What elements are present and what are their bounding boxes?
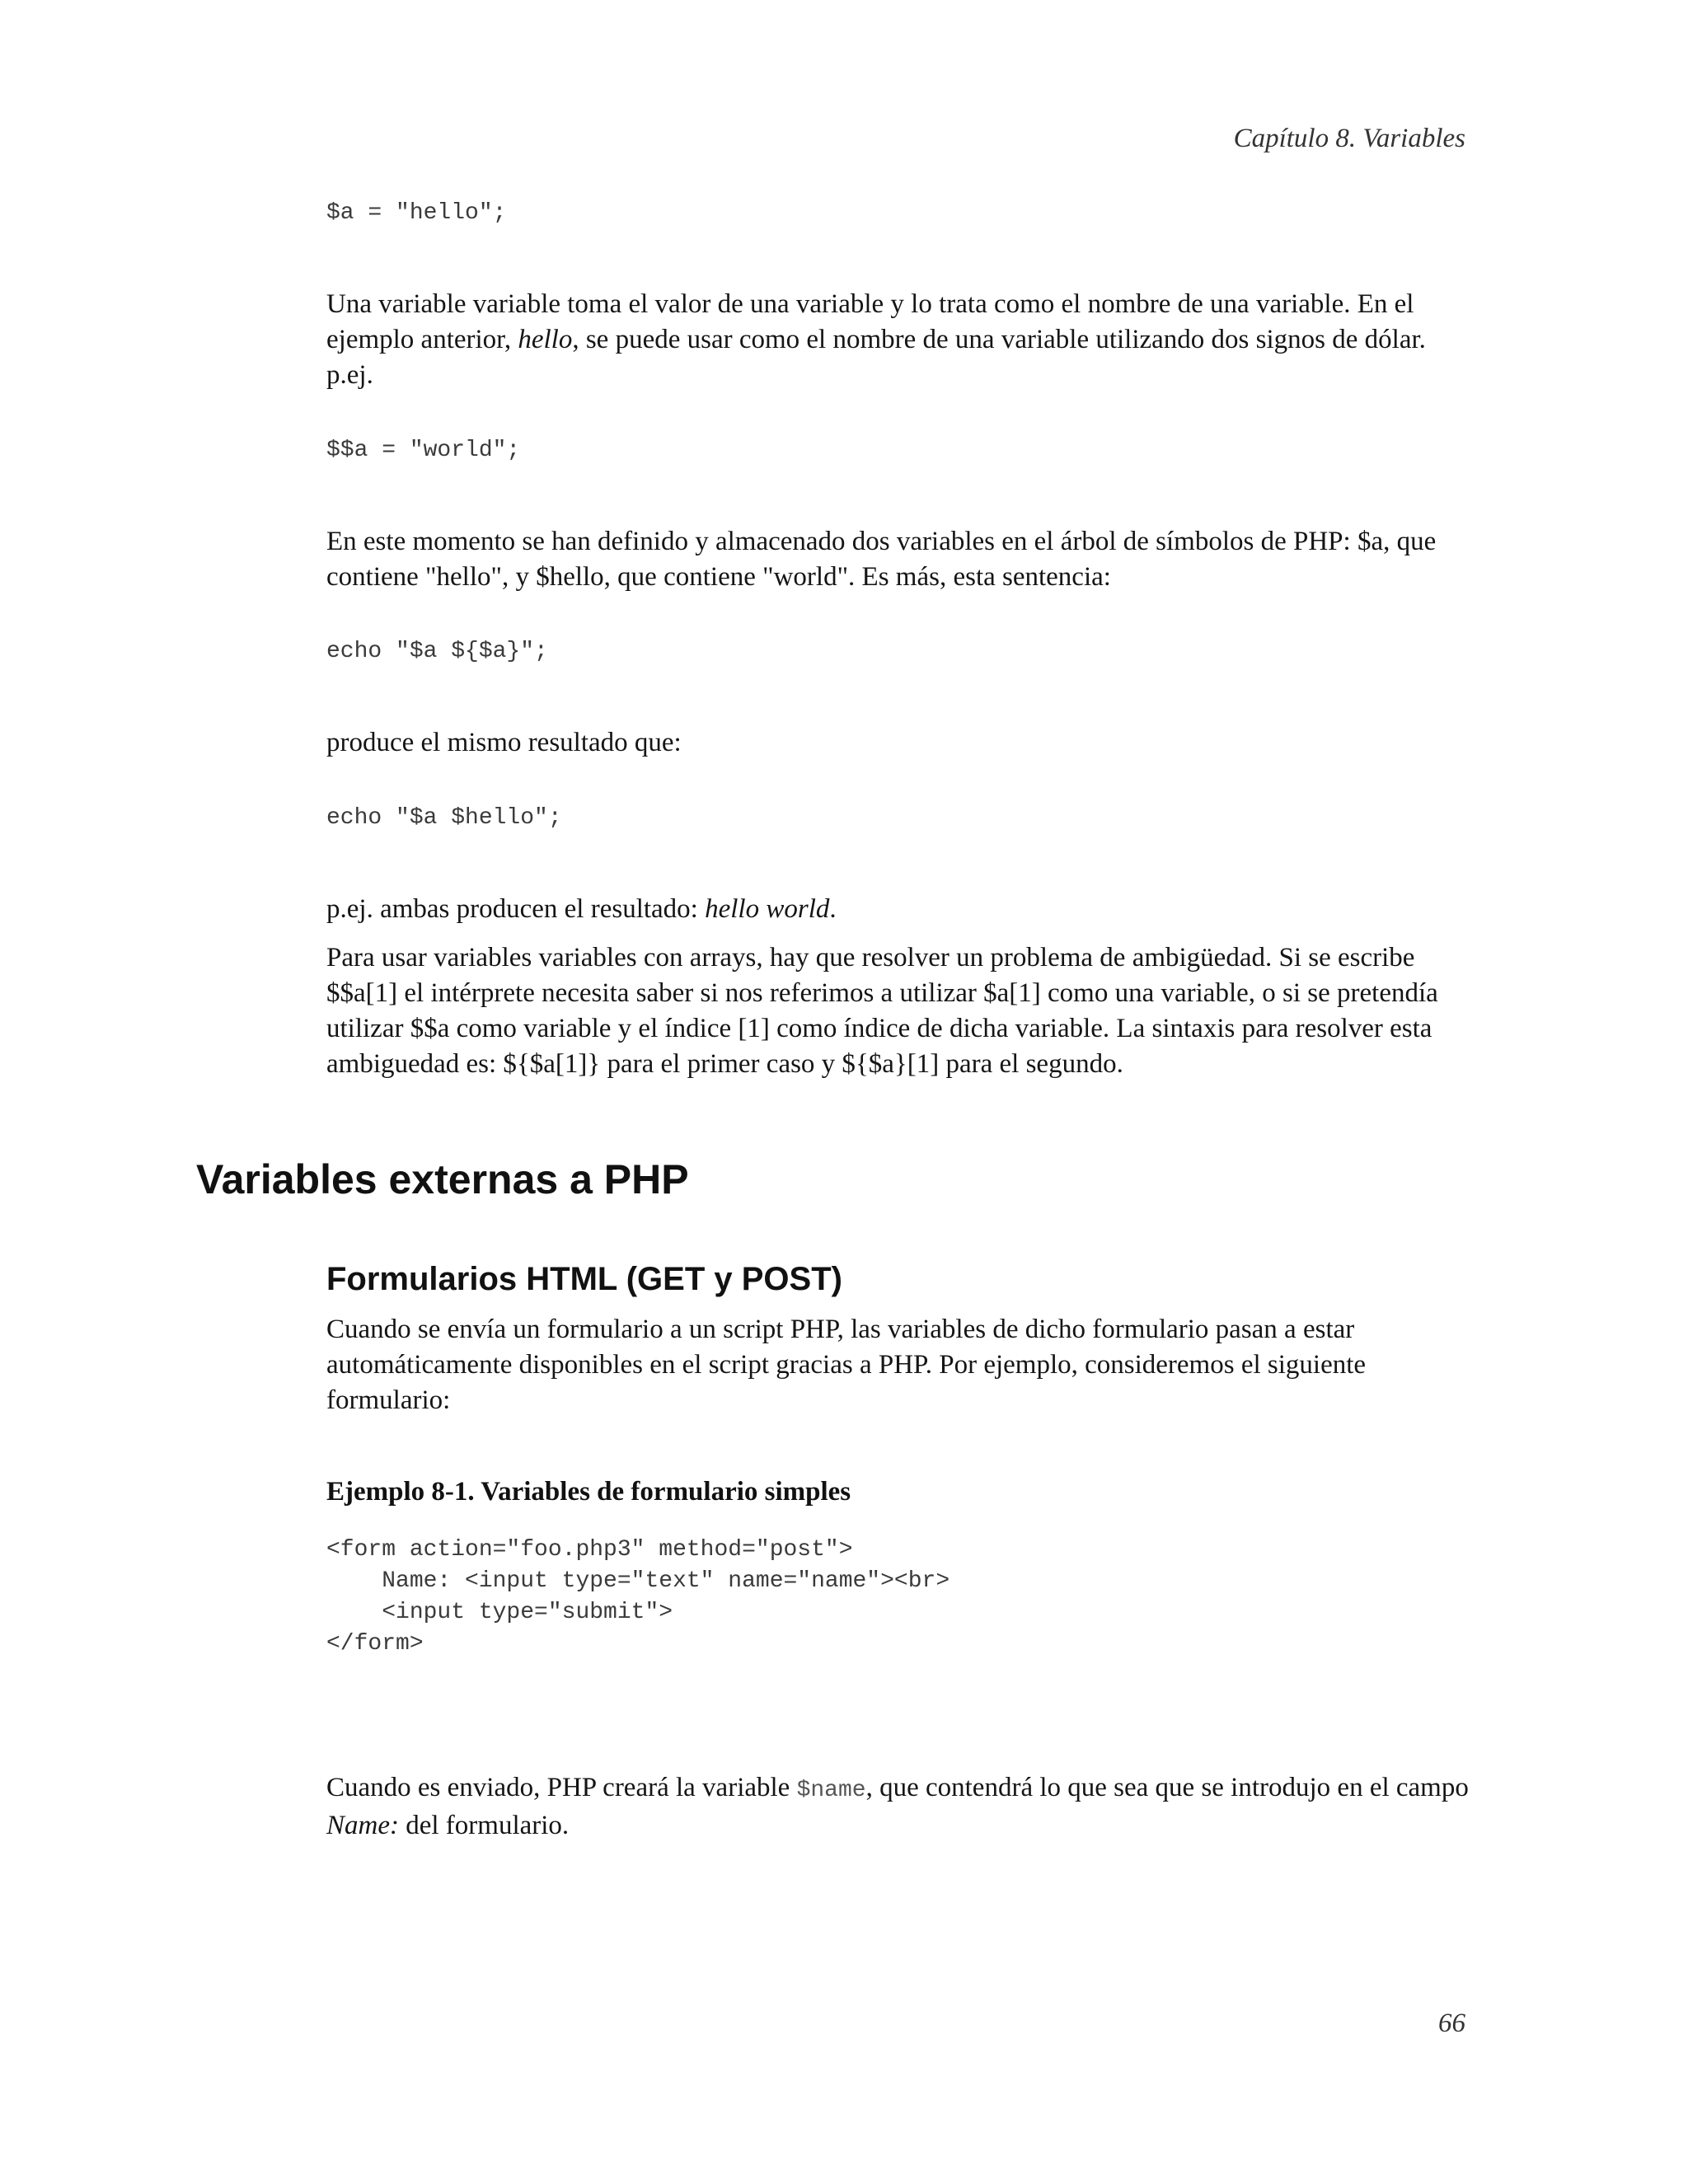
emphasis-text: hello world [705, 894, 830, 924]
code-block-echo-braces: echo "$a ${$a}"; [326, 639, 548, 664]
paragraph-symbol-tree: En este momento se han definido y almacenado dos variables en el árbol de símbolos de PHP: $a, que contiene "hello", y $hello, que contiene "world". Es más, esta sentencia: [326, 527, 1437, 592]
emphasis-text: hello [518, 325, 573, 354]
page-number: 66 [1438, 2008, 1465, 2038]
paragraph-same-result: produce el mismo resultado que: [326, 728, 682, 757]
paragraph-text: Una variable variable toma el valor de una variable y lo trata como el nombre de una variable. En el ejemplo anterior, [326, 289, 1414, 354]
paragraph-text: Cuando es enviado, PHP creará la variable [326, 1773, 797, 1802]
paragraph-name-variable [326, 1770, 1472, 1844]
paragraph-variable-variable [326, 287, 1472, 393]
paragraph-form-intro: Cuando se envía un formulario a un script PHP, las variables de dicho formulario pasan a estar automáticamente disponibles en el script gracias a PHP. Por ejemplo, consideremos el siguiente formulario: [326, 1315, 1367, 1415]
code-block-assign-world: $$a = "world"; [326, 438, 521, 463]
paragraph-text: p.ej. ambas producen el resultado: [326, 894, 706, 924]
example-title: Ejemplo 8-1. Variables de formulario simples [326, 1477, 851, 1507]
section-title: Variables externas a PHP [196, 1156, 689, 1202]
paragraph-arrays-ambiguity: Para usar variables variables con arrays, hay que resolver un problema de ambigüedad. Si se escribe $$a[1] el intérprete necesita saber si nos referimos a utilizar $a[1] como una variable, o si se pretendía utilizar $$a como variable y el índice [1] como índice de dicha variable. La sintaxis para resolver esta ambiguedad es: ${$a[1]} para el primer caso y ${$a}[1] para el segundo. [326, 943, 1438, 1079]
emphasis-text: Name: [326, 1811, 399, 1840]
paragraph-output [326, 892, 1472, 927]
paragraph-text: , se puede usar como el nombre de una variable utilizando dos signos de dólar. p.ej. [326, 325, 1426, 390]
paragraph-text: , que contendrá lo que sea que se introdujo en el campo [865, 1773, 1469, 1802]
code-block-assign-hello: $a = "hello"; [326, 200, 507, 226]
code-block-form-example: <form action="foo.php3" method="post"> Name: <input type="text" name="name"><br> <input type="submit"> </form> [326, 1537, 950, 1657]
inline-code-name: $name [796, 1778, 866, 1803]
subsection-title: Formularios HTML (GET y POST) [326, 1261, 842, 1297]
code-block-echo-hello: echo "$a $hello"; [326, 805, 562, 831]
paragraph-text: . [829, 894, 837, 924]
chapter-header: Capítulo 8. Variables [1233, 124, 1465, 153]
paragraph-text: del formulario. [398, 1811, 570, 1840]
